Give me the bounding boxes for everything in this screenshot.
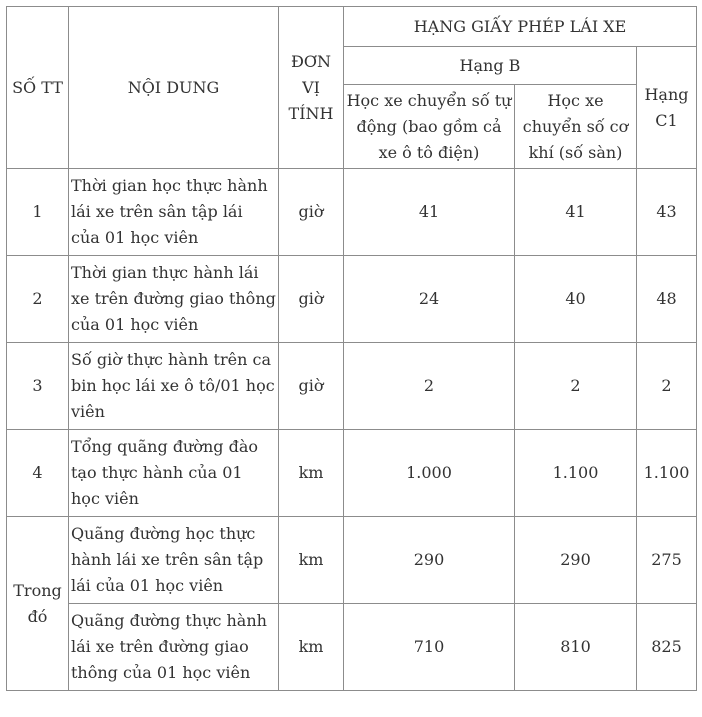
- header-b-manual: Học xe chuyển số cơ khí (số sàn): [515, 85, 637, 169]
- header-hang-gplx: HẠNG GIẤY PHÉP LÁI XE: [344, 7, 697, 47]
- cell-c1: 825: [637, 604, 697, 691]
- cell-b-manual: 1.100: [515, 430, 637, 517]
- cell-c1: 48: [637, 256, 697, 343]
- cell-b-auto: 24: [344, 256, 515, 343]
- cell-b-auto: 41: [344, 169, 515, 256]
- cell-c1: 43: [637, 169, 697, 256]
- cell-b-manual: 40: [515, 256, 637, 343]
- header-hang-b: Hạng B: [344, 47, 637, 85]
- header-b-auto: Học xe chuyển số tự động (bao gồm cả xe ô tô điện): [344, 85, 515, 169]
- training-requirements-table: [6, 6, 697, 691]
- cell-c1: 2: [637, 343, 697, 430]
- table-row: [7, 604, 697, 691]
- cell-c1: 1.100: [637, 430, 697, 517]
- cell-don-vi: km: [279, 604, 344, 691]
- cell-noi-dung: Thời gian thực hành lái xe trên đường giao thông của 01 học viên: [69, 256, 279, 343]
- cell-don-vi: giờ: [279, 343, 344, 430]
- cell-don-vi: giờ: [279, 169, 344, 256]
- header-hang-c1: Hạng C1: [637, 47, 697, 169]
- cell-stt: 2: [7, 256, 69, 343]
- cell-don-vi: km: [279, 430, 344, 517]
- table-row: [7, 517, 697, 604]
- table-row: [7, 343, 697, 430]
- cell-b-manual: 41: [515, 169, 637, 256]
- table-row: [7, 430, 697, 517]
- cell-b-manual: 2: [515, 343, 637, 430]
- cell-b-manual: 290: [515, 517, 637, 604]
- cell-b-auto: 1.000: [344, 430, 515, 517]
- cell-stt: 1: [7, 169, 69, 256]
- cell-b-manual: 810: [515, 604, 637, 691]
- cell-stt: 4: [7, 430, 69, 517]
- cell-b-auto: 290: [344, 517, 515, 604]
- cell-c1: 275: [637, 517, 697, 604]
- header-noi-dung: NỘI DUNG: [69, 7, 279, 169]
- cell-stt-trong-do: Trong đó: [7, 517, 69, 691]
- cell-b-auto: 710: [344, 604, 515, 691]
- table-row: [7, 169, 697, 256]
- cell-noi-dung: Số giờ thực hành trên ca bin học lái xe ô tô/01 học viên: [69, 343, 279, 430]
- cell-stt: 3: [7, 343, 69, 430]
- cell-noi-dung: Tổng quãng đường đào tạo thực hành của 01 học viên: [69, 430, 279, 517]
- cell-b-auto: 2: [344, 343, 515, 430]
- header-don-vi: ĐƠN VỊ TÍNH: [279, 7, 344, 169]
- header-stt: SỐ TT: [7, 7, 69, 169]
- cell-don-vi: km: [279, 517, 344, 604]
- cell-don-vi: giờ: [279, 256, 344, 343]
- table-row: [7, 256, 697, 343]
- cell-noi-dung: Quãng đường thực hành lái xe trên đường giao thông của 01 học viên: [69, 604, 279, 691]
- cell-noi-dung: Thời gian học thực hành lái xe trên sân tập lái của 01 học viên: [69, 169, 279, 256]
- cell-noi-dung: Quãng đường học thực hành lái xe trên sân tập lái của 01 học viên: [69, 517, 279, 604]
